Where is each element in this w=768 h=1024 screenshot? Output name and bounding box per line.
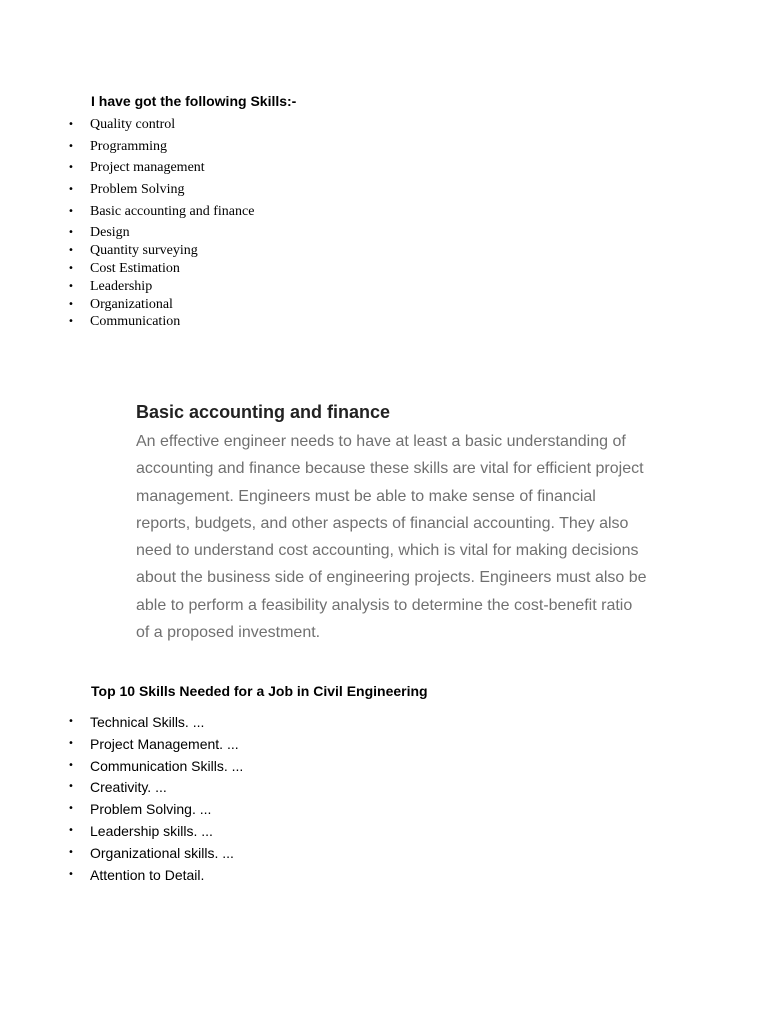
list-item: [68, 116, 254, 138]
article-line: of a proposed investment.: [136, 624, 321, 642]
article-line: accounting and finance because these skills are vital for efficient project: [136, 460, 644, 478]
list-item-text: Creativity. ...: [90, 779, 167, 796]
bullet-icon: •: [68, 298, 74, 310]
list-item-text: Design: [90, 225, 130, 241]
list-item-text: Project management: [90, 160, 205, 176]
list-item: [68, 181, 254, 203]
article-block: [136, 400, 696, 646]
list-item-text: Cost Estimation: [90, 261, 180, 277]
list-item-text: Quality control: [90, 117, 176, 132]
article-line: management. Engineers must be able to make sense of financial: [136, 487, 596, 505]
article-line: reports, budgets, and other aspects of financial accounting. They also: [136, 514, 629, 532]
list-item: [68, 756, 244, 778]
list-item: [68, 865, 243, 887]
list-item-text: Programming: [90, 138, 167, 154]
bullet-icon: •: [68, 280, 74, 292]
list-item-text: Problem Solving. ...: [90, 801, 212, 818]
bullet-icon: •: [68, 824, 74, 836]
bullet-icon: •: [68, 846, 74, 858]
list-item-text: Project Management. ...: [90, 735, 239, 752]
list-item-text: Organizational: [90, 296, 173, 312]
list-item-text: Technical Skills. ...: [90, 714, 205, 730]
list-item: [68, 799, 243, 821]
article-line: An effective engineer needs to have at least a basic understanding of: [136, 433, 626, 450]
bullet-icon: •: [68, 781, 74, 793]
list-item: [68, 843, 243, 865]
list-item-text: Leadership skills. ...: [90, 822, 213, 839]
list-item-text: Problem Solving: [90, 182, 185, 198]
top10-list: [68, 712, 244, 886]
list-item-text: Communication: [90, 314, 181, 330]
list-item: [68, 296, 254, 314]
list-item: [68, 313, 254, 331]
article-line: able to perform a feasibility analysis to determine the cost-benefit ratio: [136, 596, 633, 614]
list-item-text: Organizational skills. ...: [90, 844, 234, 861]
list-item-text: Quantity surveying: [90, 243, 198, 259]
bullet-icon: •: [68, 227, 74, 239]
bullet-icon: •: [68, 716, 74, 727]
article-line: need to understand cost accounting, which is vital for making decisions: [136, 542, 639, 560]
list-item: [68, 260, 254, 278]
bullet-icon: •: [68, 737, 74, 749]
list-item: [68, 777, 243, 799]
list-item: [68, 138, 254, 160]
list-item-text: Attention to Detail.: [90, 866, 205, 883]
list-item-text: Communication Skills. ...: [90, 757, 244, 774]
list-item: [68, 821, 243, 843]
bullet-icon: •: [68, 184, 74, 196]
skills-list: [68, 116, 255, 331]
bullet-icon: •: [68, 245, 74, 257]
bullet-icon: •: [68, 759, 74, 771]
list-item: [68, 203, 255, 225]
article-line: about the business side of engineering projects. Engineers must also be: [136, 569, 647, 587]
list-item: [68, 278, 254, 296]
list-item-text: Basic accounting and finance: [90, 203, 255, 219]
bullet-icon: •: [68, 803, 74, 815]
article-title: Basic accounting and finance: [136, 402, 391, 422]
list-item-text: Leadership: [90, 278, 153, 294]
bullet-icon: •: [68, 868, 74, 880]
top10-heading: Top 10 Skills Needed for a Job in Civil Engineering: [91, 683, 428, 699]
article-body: [136, 428, 696, 646]
list-item: [68, 712, 243, 734]
bullet-icon: •: [68, 162, 74, 174]
bullet-icon: •: [68, 119, 74, 130]
list-item: [68, 242, 254, 260]
list-item: [68, 224, 254, 242]
bullet-icon: •: [68, 316, 74, 328]
skills-heading: I have got the following Skills:-: [91, 93, 297, 109]
bullet-icon: •: [68, 263, 74, 275]
bullet-icon: •: [68, 140, 74, 152]
list-item: [68, 734, 243, 756]
bullet-icon: •: [68, 205, 74, 217]
list-item: [68, 159, 254, 181]
